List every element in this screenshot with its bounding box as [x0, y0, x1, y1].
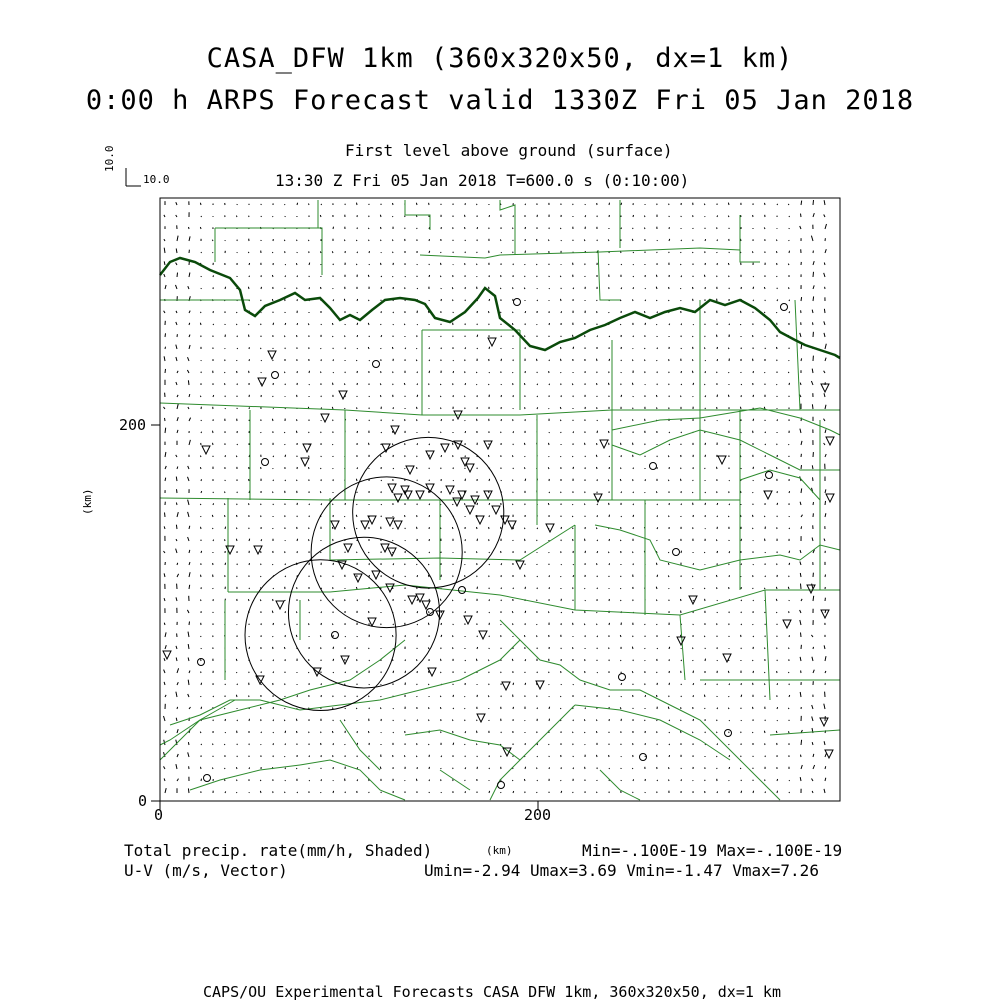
reference-vector-vertical-label: 10.0: [104, 146, 115, 173]
radar-range-ring-4: [245, 560, 396, 711]
reference-vector-arrow: [126, 168, 141, 186]
x-tick-label-200: 200: [524, 808, 551, 823]
bottom-caption: CAPS/OU Experimental Forecasts CASA DFW 1km, 360x320x50, dx=1 km: [203, 985, 781, 1000]
station-markers: [163, 299, 834, 789]
vector-field-label: U-V (m/s, Vector): [124, 863, 288, 879]
y-tick-label-0: 0: [138, 794, 147, 809]
radar-range-rings: [245, 437, 504, 710]
x-tick-label-0: 0: [154, 808, 163, 823]
wind-min-max: Umin=-2.94 Umax=3.69 Vmin=-1.47 Vmax=7.26: [424, 863, 819, 879]
y-tick-label-200: 200: [119, 418, 146, 433]
level-label: First level above ground (surface): [345, 143, 673, 159]
map-title-line1: CASA_DFW 1km (360x320x50, dx=1 km): [0, 45, 1000, 72]
valid-time-label: 13:30 Z Fri 05 Jan 2018 T=600.0 s (0:10:00): [275, 173, 689, 189]
map-title-line2: 0:00 h ARPS Forecast valid 1330Z Fri 05 Jan 2018: [0, 87, 1000, 114]
x-axis-label: (km): [486, 845, 513, 856]
reference-vector-horizontal-label: 10.0: [143, 174, 170, 185]
y-axis-label: (km): [82, 489, 93, 516]
state-border: [160, 258, 840, 358]
radar-range-ring-1: [353, 437, 504, 588]
precip-field-label: Total precip. rate(mm/h, Shaded): [124, 843, 432, 859]
county-boundaries: [160, 200, 840, 800]
precip-min-max: Min=-.100E-19 Max=-.100E-19: [582, 843, 842, 859]
